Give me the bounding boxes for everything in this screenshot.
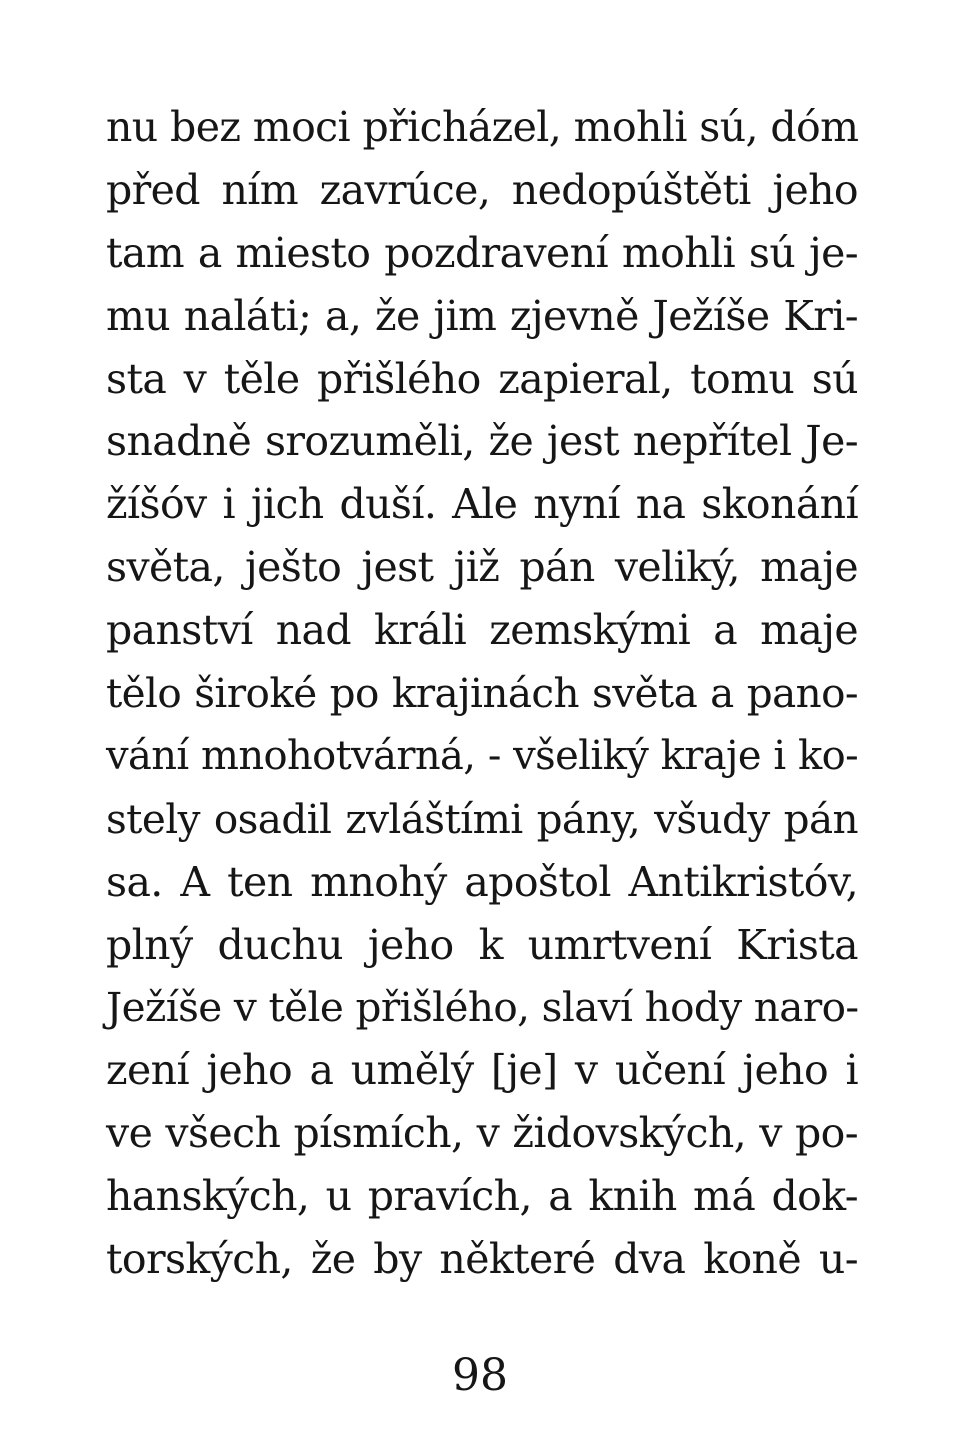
text-line-4: mu naláti; a, že jim zjevně Ježíše Kri- [106, 291, 858, 340]
text-line-19: torských, že by některé dva koně u- [106, 1235, 858, 1284]
text-line-16: zení jeho a umělý [je] v učení jeho i [106, 1046, 858, 1095]
text-line-12: stely osadil zvláštími pány, všudy pán [106, 794, 858, 843]
text-line-17: ve všech písmích, v židovských, v po- [106, 1109, 858, 1158]
body-text [106, 96, 858, 1291]
text-line-9: panství nad králi zemskými a maje [106, 606, 858, 655]
page-number: 98 [452, 1350, 508, 1401]
text-line-8: světa, ješto jest již pán veliký, maje [106, 543, 858, 592]
text-line-18: hanských, u pravích, a knih má dok- [106, 1172, 858, 1221]
text-line-15: Ježíše v těle přišlého, slaví hody naro- [106, 983, 859, 1032]
text-line-13: sa. A ten mnohý apoštol Antikristóv, [106, 857, 858, 906]
text-line-11: vání mnohotvárná, - všeliký kraje i ko- [106, 732, 858, 779]
text-line-6: snadně srozuměli, že jest nepřítel Je- [106, 417, 858, 466]
text-line-5: sta v těle přišlého zapieral, tomu sú [106, 354, 858, 403]
text-line-1: nu bez moci přicházel, mohli sú, dóm [106, 103, 859, 151]
text-line-3: tam a miesto pozdravení mohli sú je- [106, 228, 858, 277]
text-line-10: tělo široké po krajinách světa a pano- [106, 669, 858, 718]
text-line-7: žíšóv i jich duší. Ale nyní na skonání [106, 480, 858, 529]
text-line-14: plný duchu jeho k umrtvení Krista [106, 920, 858, 969]
text-line-2: před ním zavrúce, nedopúštěti jeho [106, 165, 858, 214]
